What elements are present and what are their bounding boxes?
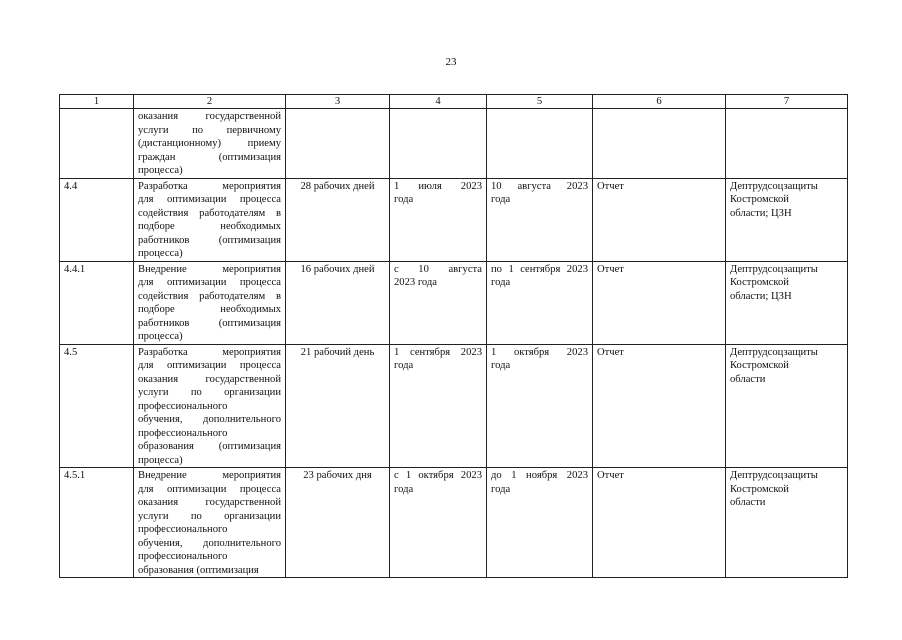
- responsible-line: Дептрудсоцзащиты: [730, 180, 818, 192]
- start-date: [390, 261, 487, 344]
- completion-form: Отчет: [593, 344, 726, 468]
- responsible-line: Костромской: [730, 483, 789, 495]
- activity-name: [134, 261, 286, 344]
- end-date-line: по 1 сентября 2023: [491, 263, 588, 275]
- responsible-line: Костромской: [730, 277, 789, 288]
- end-date: [487, 261, 593, 344]
- activity-name: [134, 344, 286, 468]
- activity-name-line: образования (оптимизация: [138, 564, 259, 576]
- table-row: [60, 261, 848, 344]
- start-date-line: года: [394, 194, 414, 205]
- column-header: 7: [726, 95, 848, 109]
- responsible: [726, 261, 848, 344]
- end-date: [487, 109, 593, 179]
- column-header: 3: [286, 95, 390, 109]
- responsible-line: Дептрудсоцзащиты: [730, 263, 818, 275]
- responsible: [726, 468, 848, 578]
- activity-name-line: работников (оптимизация: [138, 317, 281, 329]
- duration: 23 рабочих дня: [286, 468, 390, 578]
- activity-name-line: профессионального: [138, 551, 228, 562]
- table-row: [60, 468, 848, 578]
- end-date-line: года: [491, 483, 511, 495]
- activity-name-line: услуги по организации: [138, 387, 281, 398]
- responsible-line: области; ЦЗН: [730, 290, 792, 302]
- activity-name-line: услуги по первичному: [138, 124, 281, 136]
- activity-name-line: образования (оптимизация: [138, 441, 281, 452]
- duration: 21 рабочий день: [286, 344, 390, 468]
- activity-name-line: работников (оптимизация: [138, 234, 281, 246]
- start-date-line: 1 сентября 2023: [394, 346, 482, 358]
- end-date-line: года: [491, 360, 511, 371]
- item-number: 4.5: [60, 344, 134, 468]
- activity-name-line: профессионального: [138, 427, 228, 439]
- table-row: [60, 109, 848, 179]
- activity-name-line: процесса): [138, 331, 183, 342]
- activity-name-line: содействия работодателям в: [138, 290, 281, 302]
- activity-name-line: процесса): [138, 165, 183, 176]
- completion-form: Отчет: [593, 178, 726, 261]
- responsible: [726, 178, 848, 261]
- end-date: [487, 178, 593, 261]
- activity-name-line: оказания государственной: [138, 373, 281, 385]
- start-date: [390, 344, 487, 468]
- activity-name-line: процесса): [138, 454, 183, 466]
- start-date: [390, 178, 487, 261]
- page-number: 23: [445, 56, 457, 68]
- responsible-line: Дептрудсоцзащиты: [730, 470, 818, 481]
- duration: [286, 109, 390, 179]
- activity-name-line: Разработка мероприятия: [138, 346, 281, 358]
- activity-name: [134, 109, 286, 179]
- start-date-line: года: [394, 483, 414, 495]
- start-date-line: года: [394, 360, 414, 371]
- start-date-line: 1 июля 2023: [394, 180, 482, 192]
- end-date-line: до 1 ноября 2023: [491, 470, 588, 481]
- responsible-line: Костромской: [730, 194, 789, 205]
- item-number: 4.5.1: [60, 468, 134, 578]
- item-number: [60, 109, 134, 179]
- plan-table: [59, 94, 848, 578]
- duration: 16 рабочих дней: [286, 261, 390, 344]
- activity-name-line: содействия работодателям в: [138, 207, 281, 219]
- completion-form: [593, 109, 726, 179]
- activity-name: [134, 178, 286, 261]
- responsible-line: Костромской: [730, 360, 789, 371]
- activity-name-line: профессионального: [138, 400, 228, 412]
- activity-name-line: для оптимизации процесса: [138, 277, 281, 288]
- end-date: [487, 344, 593, 468]
- start-date-line: 2023 года: [394, 277, 438, 288]
- column-header: 4: [390, 95, 487, 109]
- activity-name-line: подборе необходимых: [138, 304, 281, 315]
- activity-name-line: Внедрение мероприятия: [138, 470, 281, 481]
- activity-name: [134, 468, 286, 578]
- column-header: 2: [134, 95, 286, 109]
- activity-name-line: для оптимизации процесса: [138, 483, 281, 495]
- activity-name-line: оказания государственной: [138, 111, 281, 122]
- activity-name-line: подборе необходимых: [138, 221, 281, 232]
- end-date: [487, 468, 593, 578]
- end-date-line: 10 августа 2023: [491, 180, 588, 192]
- start-date: [390, 468, 487, 578]
- responsible-line: области; ЦЗН: [730, 207, 792, 219]
- activity-name-line: Внедрение мероприятия: [138, 263, 281, 275]
- responsible-line: области: [730, 373, 766, 385]
- item-number: 4.4.1: [60, 261, 134, 344]
- header-row: [60, 95, 848, 109]
- activity-name-line: обучения, дополнительного: [138, 537, 281, 549]
- item-number: 4.4: [60, 178, 134, 261]
- activity-name-line: обучения, дополнительного: [138, 414, 281, 425]
- activity-name-line: услуги по организации: [138, 510, 281, 522]
- responsible-line: области: [730, 497, 766, 508]
- responsible: [726, 109, 848, 179]
- activity-name-line: для оптимизации процесса: [138, 194, 281, 205]
- end-date-line: 1 октября 2023: [491, 346, 588, 358]
- activity-name-line: для оптимизации процесса: [138, 360, 281, 371]
- activity-name-line: (дистанционному) приему: [138, 138, 281, 149]
- end-date-line: года: [491, 194, 511, 205]
- column-header: 6: [593, 95, 726, 109]
- duration: 28 рабочих дней: [286, 178, 390, 261]
- start-date: [390, 109, 487, 179]
- completion-form: Отчет: [593, 468, 726, 578]
- completion-form: Отчет: [593, 261, 726, 344]
- column-header: 5: [487, 95, 593, 109]
- column-header: 1: [60, 95, 134, 109]
- start-date-line: с 1 октября 2023: [394, 470, 482, 481]
- activity-name-line: граждан (оптимизация: [138, 151, 281, 163]
- activity-name-line: Разработка мероприятия: [138, 180, 281, 192]
- activity-name-line: оказания государственной: [138, 497, 281, 508]
- activity-name-line: профессионального: [138, 524, 228, 535]
- responsible-line: Дептрудсоцзащиты: [730, 346, 818, 358]
- start-date-line: с 10 августа: [394, 263, 482, 275]
- table-row: [60, 178, 848, 261]
- responsible: [726, 344, 848, 468]
- activity-name-line: процесса): [138, 248, 183, 259]
- table-row: [60, 344, 848, 468]
- end-date-line: года: [491, 277, 511, 288]
